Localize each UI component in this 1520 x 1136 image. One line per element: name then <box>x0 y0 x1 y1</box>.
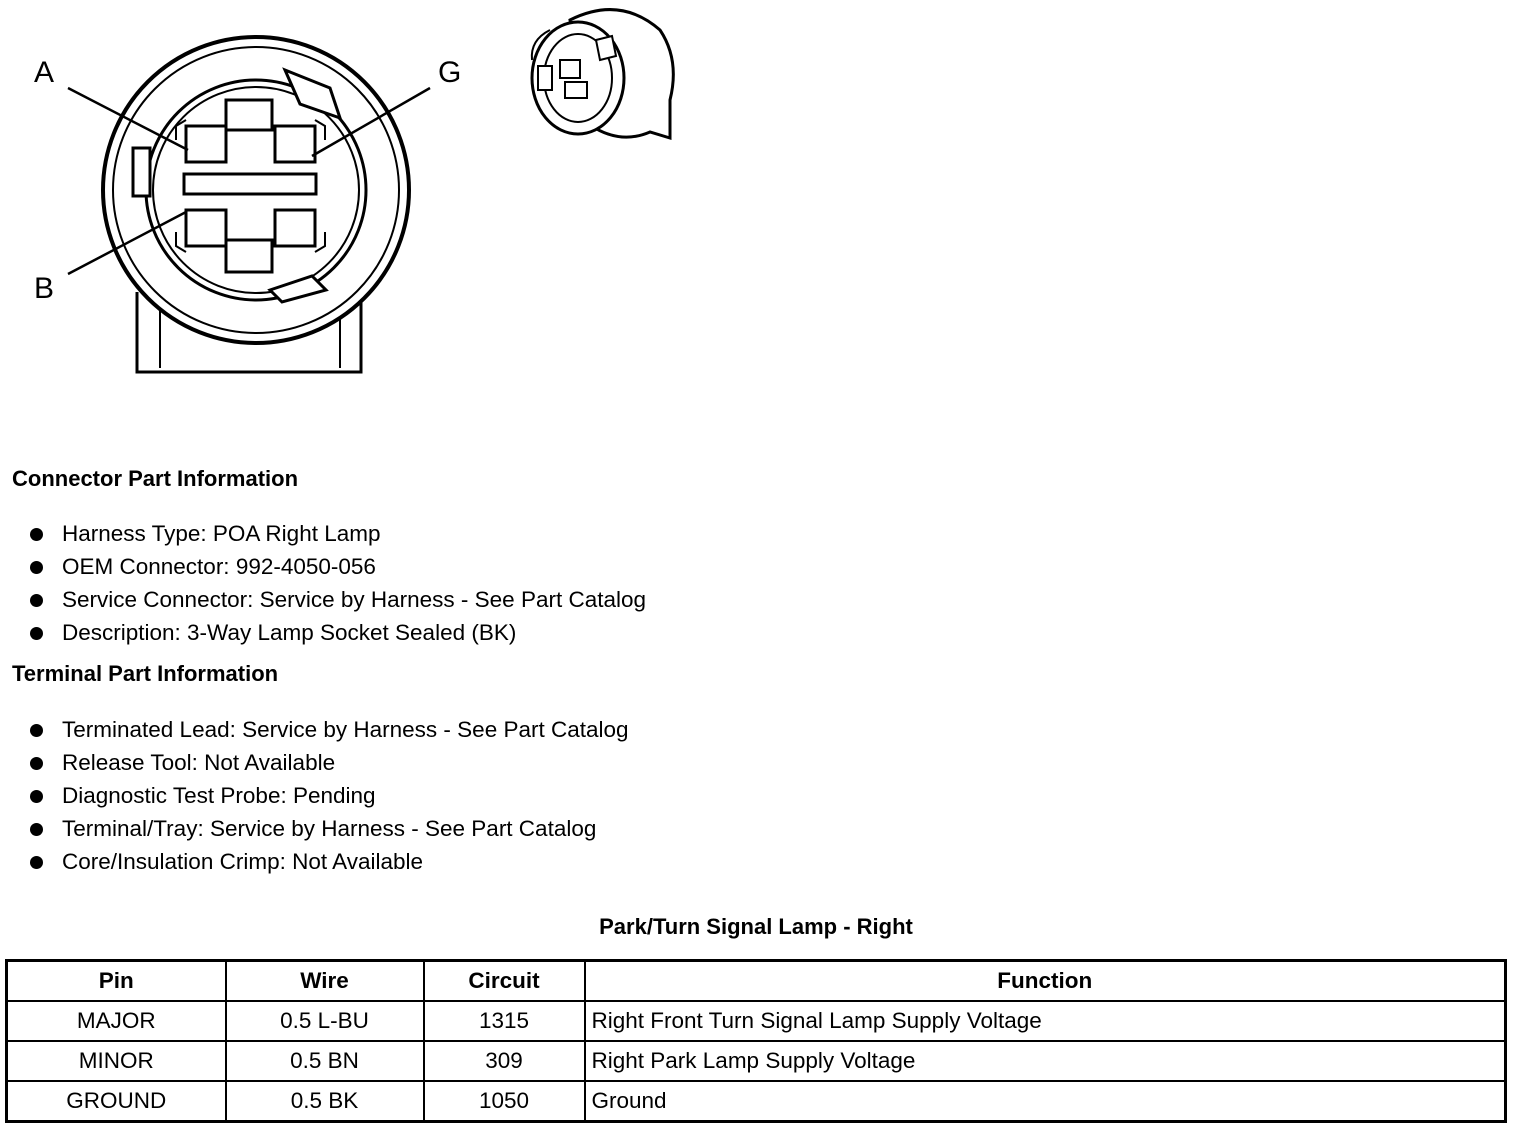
terminal-info-title: Terminal Part Information <box>12 661 279 686</box>
list-item: Terminated Lead: Service by Harness - See Part Catalog <box>30 713 629 746</box>
table-row <box>7 1001 1506 1041</box>
list-item: Service Connector: Service by Harness - See Part Catalog <box>30 583 646 616</box>
connector-diagram <box>0 0 700 400</box>
cell-wire: 0.5 L-BU <box>226 1001 424 1041</box>
list-item: Diagnostic Test Probe: Pending <box>30 779 629 812</box>
header-pin: Pin <box>7 961 226 1002</box>
cell-pin: GROUND <box>7 1081 226 1122</box>
cell-function: Right Park Lamp Supply Voltage <box>585 1041 1506 1081</box>
bullet-icon <box>30 757 43 770</box>
cell-pin: MAJOR <box>7 1001 226 1041</box>
cell-circuit: 1315 <box>424 1001 585 1041</box>
bullet-icon <box>30 856 43 869</box>
connector-info-title: Connector Part Information <box>12 466 299 491</box>
header-circuit: Circuit <box>424 961 585 1002</box>
cell-wire: 0.5 BK <box>226 1081 424 1122</box>
bullet-icon <box>30 561 43 574</box>
cell-function: Right Front Turn Signal Lamp Supply Voltage <box>585 1001 1506 1041</box>
pin-label-b: B <box>34 272 55 305</box>
list-item: Harness Type: POA Right Lamp <box>30 517 646 550</box>
bullet-icon <box>30 594 43 607</box>
list-item: OEM Connector: 992-4050-056 <box>30 550 646 583</box>
cell-pin: MINOR <box>7 1041 226 1081</box>
cell-wire: 0.5 BN <box>226 1041 424 1081</box>
connector-perspective-view <box>520 0 680 150</box>
header-function: Function <box>585 961 1506 1002</box>
pin-table <box>5 959 1507 1123</box>
cell-circuit: 309 <box>424 1041 585 1081</box>
bullet-icon <box>30 790 43 803</box>
list-item: Terminal/Tray: Service by Harness - See Part Catalog <box>30 812 629 845</box>
table-row <box>7 1041 1506 1081</box>
pin-label-a: A <box>34 56 55 89</box>
list-item: Core/Insulation Crimp: Not Available <box>30 845 629 878</box>
cell-function: Ground <box>585 1081 1506 1122</box>
bullet-icon <box>30 528 43 541</box>
bullet-icon <box>30 627 43 640</box>
bullet-icon <box>30 823 43 836</box>
list-item: Release Tool: Not Available <box>30 746 629 779</box>
bullet-icon <box>30 724 43 737</box>
header-wire: Wire <box>226 961 424 1002</box>
terminal-info-list <box>30 713 629 878</box>
table-title: Park/Turn Signal Lamp - Right <box>599 914 913 939</box>
pin-label-g: G <box>438 56 462 89</box>
cell-circuit: 1050 <box>424 1081 585 1122</box>
table-row <box>7 1081 1506 1122</box>
list-item: Description: 3-Way Lamp Socket Sealed (BK) <box>30 616 646 649</box>
table-header-row <box>7 961 1506 1002</box>
connector-info-list <box>30 517 646 649</box>
